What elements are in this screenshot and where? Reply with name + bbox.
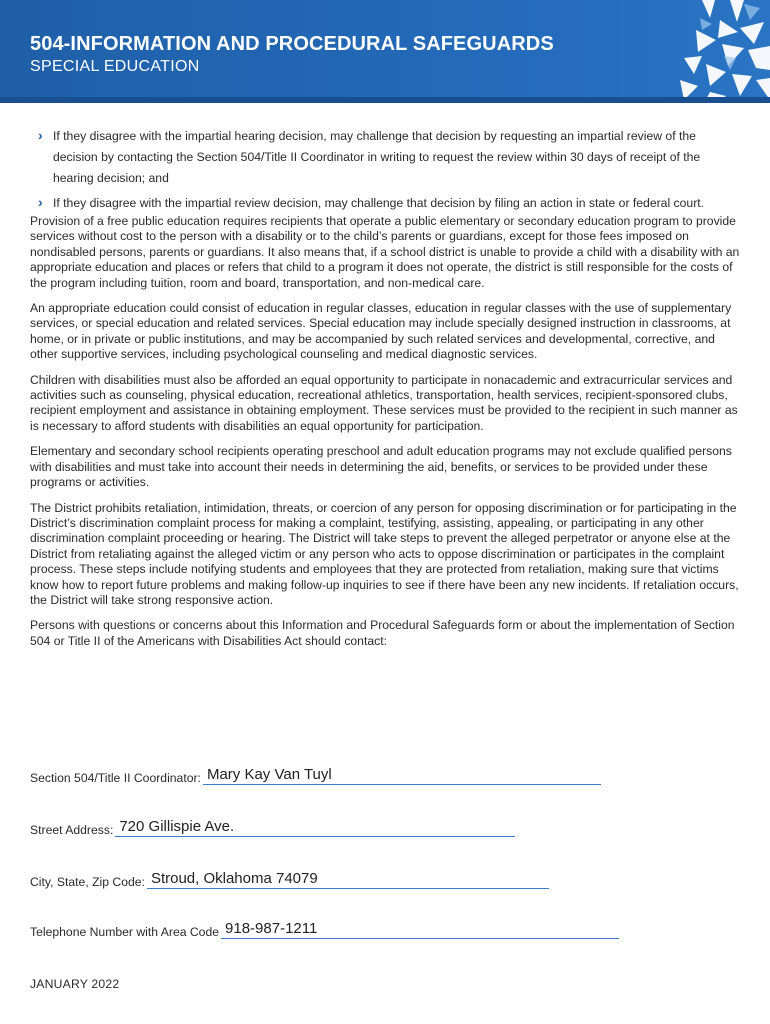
street-address-input[interactable]: [115, 818, 515, 837]
footer-date: JANUARY 2022: [30, 977, 120, 991]
page-subtitle: SPECIAL EDUCATION: [30, 58, 200, 75]
telephone-value: 918-987-1211: [225, 920, 318, 937]
city-state-zip-input[interactable]: [147, 870, 549, 889]
list-item: [30, 126, 742, 189]
page-title: 504-INFORMATION AND PROCEDURAL SAFEGUARDS: [30, 33, 554, 55]
bullet-text: If they disagree with the impartial hearing decision, may challenge that decision by requesting an impartial review of the decision by contacting the Section 504/Title II Coordinator in writing to request the review within 30 days of receipt of the hearing decision; and: [53, 129, 701, 185]
coordinator-value: Mary Kay Van Tuyl: [206, 766, 332, 783]
city-state-zip-value: Stroud, Oklahoma 74079: [150, 870, 318, 887]
city-state-zip-label: City, State, Zip Code:: [30, 875, 145, 889]
header-divider: [0, 97, 770, 103]
coordinator-field: [30, 766, 601, 785]
street-address-value: 720 Gillispie Ave.: [119, 818, 235, 835]
street-address-label: Street Address:: [30, 823, 114, 837]
telephone-input[interactable]: [221, 920, 619, 939]
city-state-zip-field: [30, 870, 549, 889]
paragraph: Children with disabilities must also be afforded an equal opportunity to participate in nonacademic and extracurricular services and activities such as counseling, physical education, recreational athletics, transportation, health services, recipient-sponsored clubs, recipient employment and assistance in obtaining employment. These services must be provided to the recipient in such manner as is necessary to afford students with disabilities an equal opportunity for participation.: [30, 372, 738, 433]
paragraph: The District prohibits retaliation, intimidation, threats, or coercion of any person for opposing discrimination or for participating in the District’s discrimination complaint process for making a complaint, testifying, assisting, appealing, or participating in any other discrimination complaint proceeding or hearing. The District will take steps to prevent the alleged perpetrator or anyone else at the District from retaliating against the alleged victim or any person who acts to oppose discrimination or participates in the complaint process. These steps include notifying students and employees that they are protected from retaliation, making sure that victims know how to report future problems and making follow-up inquiries to see if there have been any new incidents. If retaliation occurs, the District will take strong responsive action.: [30, 500, 739, 607]
paragraph: Provision of a free public education requires recipients that operate a public elementary or secondary education program to provide services without cost to the person with a disability or to the child’s parents or guardians, except for those fees imposed on nondisabled persons, parents or guardians. It also means that, if a school district is unable to provide a child with a disability with an appropriate education and places or refers that child to a program it does not operate, the district is still responsible for the costs of the program including tuition, room and board, transportation, and non-medical care.: [30, 214, 740, 290]
telephone-field: [30, 920, 619, 939]
document-body: [30, 126, 742, 649]
list-item: [30, 193, 742, 214]
coordinator-input[interactable]: [203, 766, 601, 785]
chevron-right-icon: ›: [38, 127, 43, 143]
paragraph: Persons with questions or concerns about this Information and Procedural Safeguards form or about the implementation of Section 504 or Title II of the Americans with Disabilities Act should contact:: [30, 618, 735, 648]
street-address-field: [30, 818, 515, 837]
star-logo-icon: [640, 0, 770, 103]
paragraph: Elementary and secondary school recipients operating preschool and adult education programs may not exclude qualified persons with disabilities and must take into account their needs in determining the aid, benefits, or services to be provided under these programs or activities.: [30, 444, 732, 490]
bullet-text: If they disagree with the impartial review decision, may challenge that decision by filing an action in state or federal court.: [53, 196, 705, 210]
paragraph: An appropriate education could consist of education in regular classes, education in regular classes with the use of supplementary services, or special education and related services. Special education may include specially designed instruction in classrooms, at home, or in private or public institutions, and may be accompanied by such related services and developmental, corrective, and other supportive services, including psychological counseling and medical diagnostic services.: [30, 301, 732, 362]
header-banner: [0, 0, 770, 103]
coordinator-label: Section 504/Title II Coordinator:: [30, 771, 201, 785]
chevron-right-icon: ›: [38, 194, 43, 210]
telephone-label: Telephone Number with Area Code: [30, 925, 220, 939]
